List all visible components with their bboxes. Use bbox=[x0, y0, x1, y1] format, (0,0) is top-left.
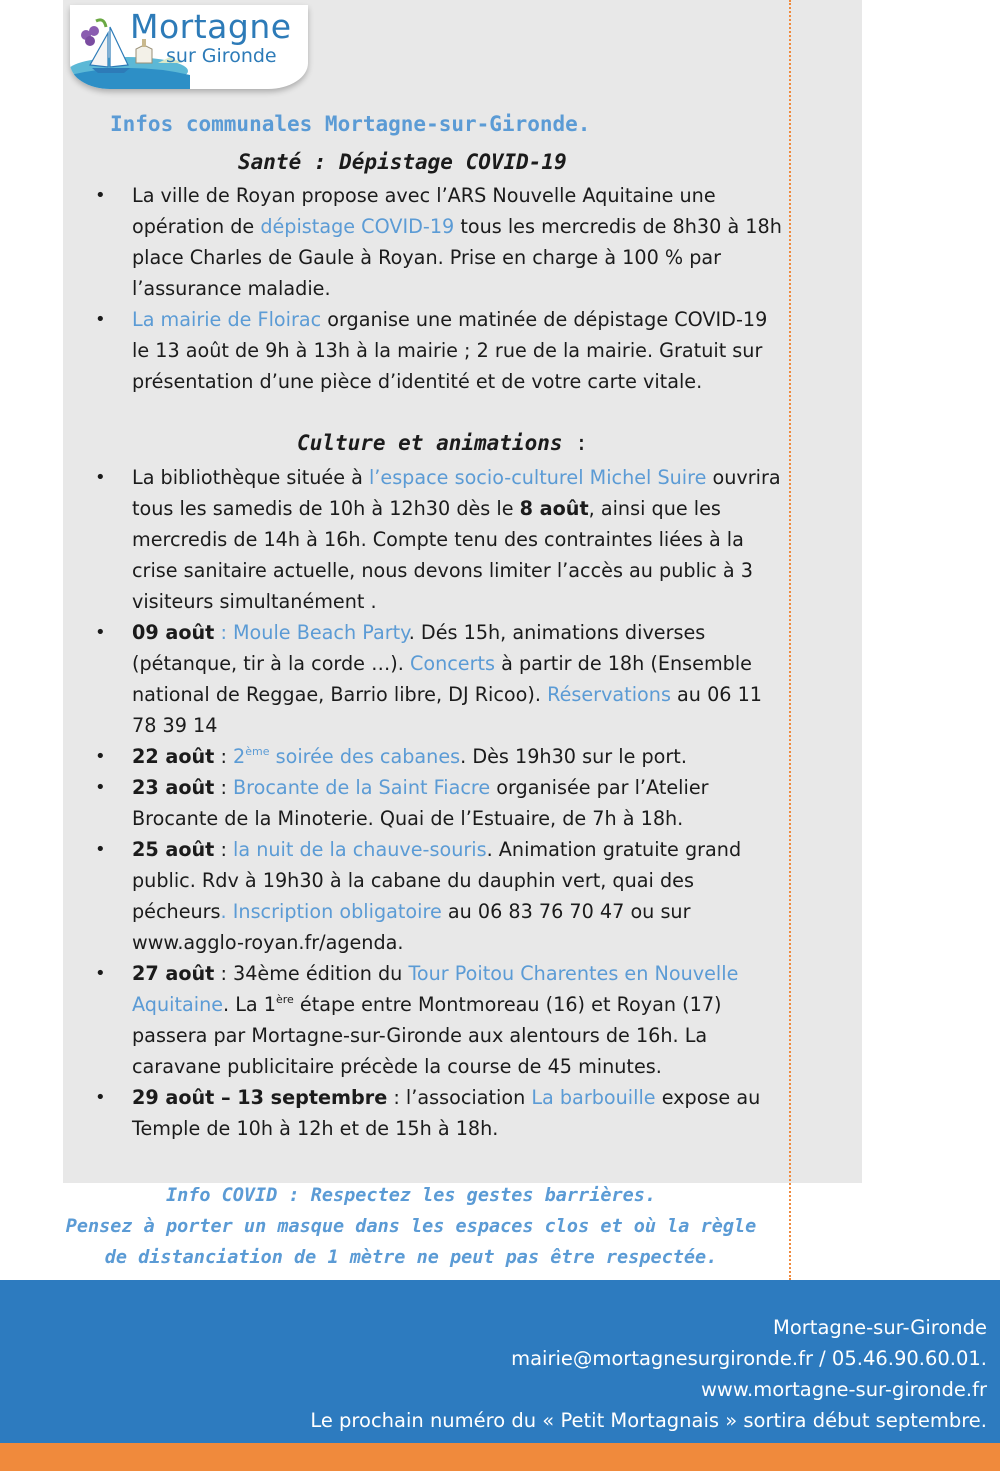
link-inscription[interactable]: . Inscription obligatoire bbox=[220, 900, 442, 923]
list-item: • 23 août : Brocante de la Saint Fiacre organisée par l’Atelier Brocante de la Minoterie. Quai de l’Estuaire, de 7h à 18h. bbox=[95, 772, 785, 834]
dotted-divider bbox=[789, 0, 791, 1280]
link-concerts[interactable]: Concerts bbox=[403, 652, 496, 675]
covid-note bbox=[60, 1180, 762, 1273]
section-title-sante: Santé : Dépistage COVID-19 bbox=[238, 150, 567, 174]
culture-list bbox=[95, 462, 785, 1144]
list-item: • 22 août : 2ème soirée des cabanes. Dès 19h30 sur le port. bbox=[95, 741, 785, 772]
link-mairie-floirac[interactable]: La mairie de Floirac bbox=[132, 308, 322, 331]
list-item: • 09 août : Moule Beach Party. Dés 15h, animations diverses (pétanque, tir à la corde …). Concerts à partir de 18h (Ensemble national de Reggae, Barrio libre, DJ Ricoo). Réservations au 06 11 78 39 14 bbox=[95, 617, 785, 741]
link-tour-poitou[interactable]: Tour Poitou Charentes en Nouvelle Aquitaine bbox=[132, 962, 739, 1016]
footer-orange-bar bbox=[0, 1443, 1000, 1471]
list-item: • La ville de Royan propose avec l’ARS Nouvelle Aquitaine une opération de dépistage COVID-19 tous les mercredis de 8h30 à 18h place Charles de Gaule à Royan. Prise en charge à 100 % par l’assurance maladie. bbox=[95, 180, 785, 304]
footer-next-issue: Le prochain numéro du « Petit Mortagnais » sortira début septembre. bbox=[310, 1409, 987, 1432]
sante-list bbox=[95, 180, 785, 397]
link-soiree-cabanes[interactable]: soirée des cabanes bbox=[269, 745, 461, 768]
culture-list-container bbox=[95, 462, 785, 1144]
list-item: • 25 août : la nuit de la chauve-souris. Animation gratuite grand public. Rdv à 19h30 à la cabane du dauphin vert, quai des pécheurs. Inscription obligatoire au 06 83 76 70 47 ou sur www.agglo-royan.fr/agenda. bbox=[95, 834, 785, 958]
footer-contact: mairie@mortagnesurgironde.fr / 05.46.90.60.01. bbox=[511, 1347, 987, 1370]
link-reservations[interactable]: Réservations bbox=[547, 683, 671, 706]
logo-title: Mortagne bbox=[130, 7, 292, 46]
covid-note-line1: Info COVID : Respectez les gestes barrières. bbox=[165, 1185, 657, 1206]
town-logo bbox=[70, 5, 308, 89]
covid-note-line2: Pensez à porter un masque dans les espaces clos et où la règle de distanciation de 1 mètre ne peut pas être respectée. bbox=[65, 1216, 757, 1268]
link-depistage[interactable]: dépistage COVID-19 bbox=[260, 215, 455, 238]
list-item: • La bibliothèque située à l’espace socio-culturel Michel Suire ouvrira tous les samedis de 10h à 12h30 dès le 8 août, ainsi que les mercredis de 14h à 16h. Compte tenu des contraintes liées à la crise sanitaire actuelle, nous devons limiter l’accès au public à 3 visiteurs simultanément . bbox=[95, 462, 785, 617]
list-item: • La mairie de Floirac organise une matinée de dépistage COVID-19 le 13 août de 9h à 13h à la mairie ; 2 rue de la mairie. Gratuit sur présentation d’une pièce d’identité et de votre carte vitale. bbox=[95, 304, 785, 397]
list-item: • 29 août – 13 septembre : l’association La barbouille expose au Temple de 10h à 12h et de 15h à 18h. bbox=[95, 1082, 785, 1144]
link-moule-beach-party[interactable]: : Moule Beach Party bbox=[214, 621, 409, 644]
footer-town: Mortagne-sur-Gironde bbox=[773, 1316, 987, 1339]
link-espace-socio-culturel[interactable]: l’espace socio-culturel Michel Suire bbox=[368, 466, 707, 489]
link-nuit-chauve-souris[interactable]: la nuit de la chauve-souris bbox=[233, 838, 487, 861]
section-title-culture: Culture et animations : bbox=[297, 431, 588, 455]
page-heading: Infos communales Mortagne-sur-Gironde. bbox=[110, 112, 591, 136]
footer bbox=[0, 1280, 1000, 1443]
link-la-barbouille[interactable]: La barbouille bbox=[531, 1086, 656, 1109]
list-item: • 27 août : 34ème édition du Tour Poitou Charentes en Nouvelle Aquitaine. La 1ère étape entre Montmoreau (16) et Royan (17) passera par Mortagne-sur-Gironde aux alentours de 16h. La caravane publicitaire précède la course de 45 minutes. bbox=[95, 958, 785, 1082]
sante-list-container bbox=[95, 180, 785, 397]
logo-subtitle: sur Gironde bbox=[166, 45, 277, 67]
footer-website: www.mortagne-sur-gironde.fr bbox=[700, 1378, 987, 1401]
link-brocante[interactable]: Brocante de la Saint Fiacre bbox=[233, 776, 491, 799]
